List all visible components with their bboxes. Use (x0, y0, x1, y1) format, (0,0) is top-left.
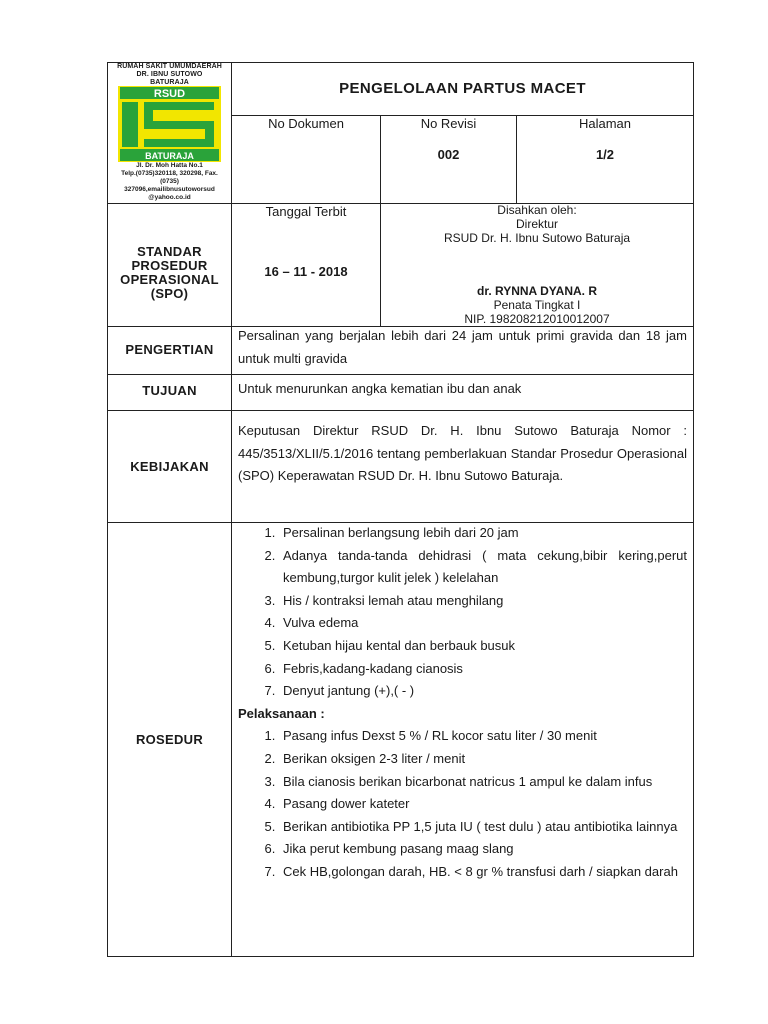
list-item: 4. Vulva edema (279, 612, 687, 635)
list-item: 7. Denyut jantung (+),( - ) (279, 680, 687, 703)
no-revisi-label: No Revisi (420, 116, 477, 131)
hospital-address-3: (0735) (160, 178, 179, 185)
pelaksanaan-list (233, 725, 687, 883)
kebijakan-text: Keputusan Direktur RSUD Dr. H. Ibnu Sutowo Baturaja Nomor : 445/3513/XLII/5.1/2016 tentang pemberlakuan Standar Prosedur Operasional (SPO) Keperawatan RSUD Dr. H. Ibnu Sutowo Baturaja. (238, 423, 687, 484)
logo-text-top: RSUD (153, 88, 186, 100)
hospital-address-2: Telp.(0735)320118, 320298, Fax. (121, 170, 218, 177)
list-item: 5. Ketuban hijau kental dan berbauk busuk (279, 635, 687, 658)
signatory-name: dr. RYNNA DYANA. R (476, 284, 598, 298)
halaman-value: 1/2 (595, 147, 615, 162)
list-item: 4. Pasang dower kateter (279, 793, 687, 816)
signatory-block (381, 284, 693, 326)
no-dokumen-label: No Dokumen (268, 116, 344, 131)
list-item: 6. Febris,kadang-kadang cianosis (279, 658, 687, 681)
spo-line2: PROSEDUR (131, 258, 208, 273)
rule-pengertian-bottom (107, 374, 694, 375)
rule-label-col (231, 62, 232, 957)
hospital-address-4: 327096,emailibnusutoworsud (124, 186, 215, 193)
tanggal-terbit-value: 16 – 11 - 2018 (264, 264, 348, 279)
spo-line3: OPERASIONAL (120, 272, 219, 287)
signatory-rank: Penata Tingkat I (493, 298, 581, 312)
list-item: 1. Persalinan berlangsung lebih dari 20 jam (279, 522, 687, 545)
list-item: 7. Cek HB,golongan darah, HB. < 8 gr % transfusi darh / siapkan darah (279, 861, 687, 884)
document-title: PENGELOLAAN PARTUS MACET (339, 80, 586, 97)
no-revisi-value: 002 (437, 147, 460, 162)
pelaksanaan-label: Pelaksanaan : (238, 705, 325, 721)
rule-tujuan-bottom (107, 410, 694, 411)
list-item: 3. Bila cianosis berikan bicarbonat natricus 1 ampul ke dalam infus (279, 771, 687, 794)
list-item: 3. His / kontraksi lemah atau menghilang (279, 590, 687, 613)
hospital-name-line1: RUMAH SAKIT UMUMDAERAH (117, 63, 222, 70)
border-bottom (107, 956, 694, 957)
halaman-label: Halaman (578, 116, 632, 131)
hospital-address-1: Jl. Dr. Moh Hatta No.1 (136, 162, 203, 169)
list-item: 5. Berikan antibiotika PP 1,5 juta IU ( test dulu ) atau antibiotika lainnya (279, 816, 687, 839)
logo-text-bottom: BATURAJA (145, 151, 194, 161)
approval-org: RSUD Dr. H. Ibnu Sutowo Baturaja (443, 231, 631, 245)
rosedur-label: ROSEDUR (135, 732, 204, 747)
pengertian-label: PENGERTIAN (125, 342, 214, 357)
spo-label (108, 245, 231, 301)
approval-block (381, 203, 693, 245)
rosedur-content (233, 522, 687, 884)
spo-line1: STANDAR (137, 244, 202, 259)
spo-line4: (SPO) (150, 286, 189, 301)
kebijakan-label: KEBIJAKAN (130, 459, 209, 474)
pengertian-text: Persalinan yang berjalan lebih dari 24 jam untuk primi gravida dan 18 jam untuk multi gravida (238, 328, 687, 366)
approval-label: Disahkan oleh: (497, 203, 577, 217)
list-item: 1. Pasang infus Dexst 5 % / RL kocor satu liter / 30 menit (279, 725, 687, 748)
list-item: 6. Jika perut kembung pasang maag slang (279, 838, 687, 861)
hospital-address-5: @yahoo.co.id (148, 194, 191, 201)
border-right (693, 62, 694, 957)
tujuan-label: TUJUAN (142, 383, 197, 398)
approval-role: Direktur (515, 217, 558, 231)
hospital-logo (118, 86, 221, 162)
tanggal-terbit-label: Tanggal Terbit (265, 204, 347, 219)
list-item: 2. Berikan oksigen 2-3 liter / menit (279, 748, 687, 771)
list-item: 2. Adanya tanda-tanda dehidrasi ( mata cekung,bibir kering,perut kembung,turgor kulit jelek ) kelelahan (279, 545, 687, 590)
rosedur-list (233, 522, 687, 703)
hospital-name-line3: BATURAJA (150, 79, 189, 86)
signatory-nip: NIP. 198208212010012007 (464, 312, 610, 326)
tujuan-text: Untuk menurunkan angka kematian ibu dan anak (238, 381, 522, 396)
hospital-name-line2: DR. IBNU SUTOWO (136, 71, 203, 78)
